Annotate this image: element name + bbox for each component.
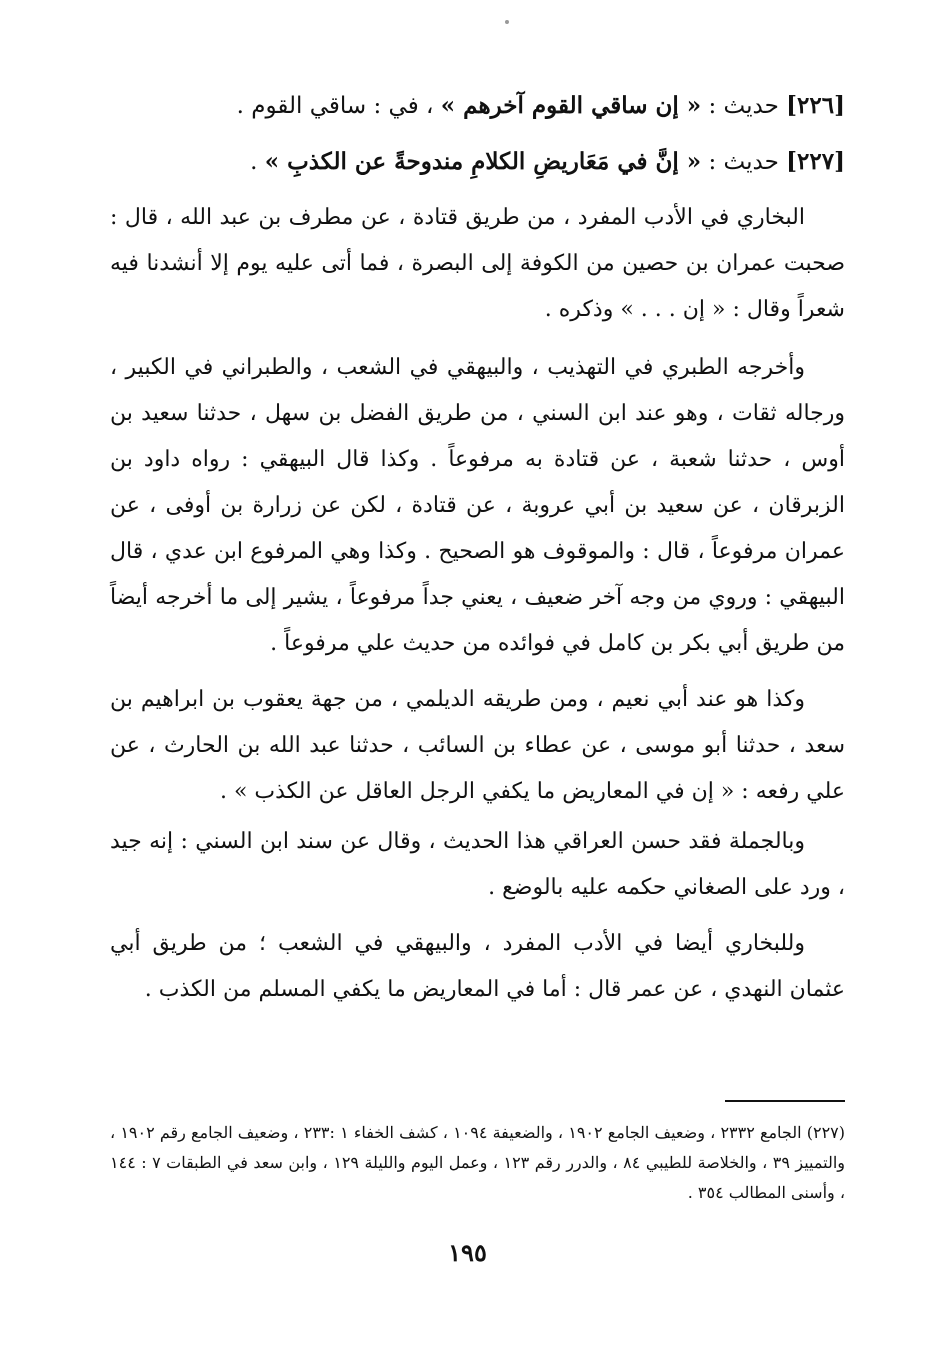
hadith-text: « إن ساقي القوم آخرهم »: [440, 92, 702, 119]
body-text: [110, 195, 845, 1013]
hadith-227-heading: [110, 139, 845, 185]
hadith-label: حديث :: [708, 149, 779, 175]
footnote-separator: [725, 1100, 845, 1102]
hadith-number: [٢٢٦]: [786, 92, 845, 119]
paragraph-umar: وللبخاري أيضا في الأدب المفرد ، والبيهقي في الشعب ؛ من طريق أبي عثمان النهدي ، عن عمر قال : أما في المعاريض ما يكفي المسلم من الكذب .: [110, 931, 845, 1002]
paragraph-takhrij-tabari: وأخرجه الطبري في التهذيب ، والبيهقي في الشعب ، والطبراني في الكبير ، ورجاله ثقات ، وهو عند ابن السني ، من طريق الفضل بن سهل ، حدثنا سعيد بن أوس ، حدثنا شعبة ، عن قتادة به مرفوعاً . وكذا قال البيهقي : رواه داود بن الزبرقان ، عن سعيد بن أبي عروبة ، عن قتادة ، لكن عن زرارة بن أوفى ، عن عمران مرفوعاً ، قال : والموقوف هو الصحيح . وكذا وهي المرفوع ابن عدي ، قال البيهقي : وروي من وجه آخر ضعيف ، يعني جداً مرفوعاً ، يشير إلى ما أخرجه أيضاً من طريق أبي بكر بن كامل في فوائده من حديث علي مرفوعاً .: [110, 355, 846, 656]
footnote-227: (٢٢٧) الجامع ٢٣٣٢ ، وضعيف الجامع ١٩٠٢ ، والضعيفة ١٠٩٤ ، كشف الخفاء ١ :٢٣٣ ، وضعيف الجامع رقم ١٩٠٢ ، والتمييز ٣٩ ، والخلاصة للطيبي ٨٤ ، والدرر رقم ١٢٣ ، وعمل اليوم والليلة ١٢٩ ، وابن سعد في الطبقات ٧ : ١٤٤ ، وأسنى المطالب ٣٥٤ .: [110, 1123, 846, 1202]
hadith-remainder: ، في : ساقي القوم .: [236, 93, 434, 119]
hadith-label: حديث :: [708, 93, 779, 119]
paragraph-iraqi: وبالجملة فقد حسن العراقي هذا الحديث ، وقال عن سند ابن السني : إنه جيد ، ورد على الصغاني حكمه عليه بالوضع .: [110, 829, 845, 900]
hadith-number: [٢٢٧]: [786, 148, 845, 175]
page-number: ١٩٥: [448, 1238, 487, 1267]
hadith-remainder: .: [250, 149, 258, 175]
paragraph-abu-nuaym: وكذا هو عند أبي نعيم ، ومن طريقه الديلمي ، من جهة يعقوب بن ابراهيم بن سعد ، حدثنا أبو موسى ، عن عطاء بن السائب ، حدثنا عبد الله بن الحارث ، عن علي رفعه : « إن في المعاريض ما يكفي الرجل العاقل عن الكذب » .: [110, 687, 845, 804]
hadith-text: « إنَّ في مَعَاريضِ الكلامِ مندوحةً عن الكذبِ »: [264, 148, 702, 175]
paragraph-takhrij-bukhari: البخاري في الأدب المفرد ، من طريق قتادة ، عن مطرف بن عبد الله ، قال : صحبت عمران بن حصين من الكوفة إلى البصرة ، فما أتى عليه يوم إلا أنشدنا فيه شعراً وقال : « إن . . . » وذكره .: [110, 205, 845, 322]
scan-speck: [505, 20, 509, 24]
hadith-226-heading: [110, 83, 845, 129]
